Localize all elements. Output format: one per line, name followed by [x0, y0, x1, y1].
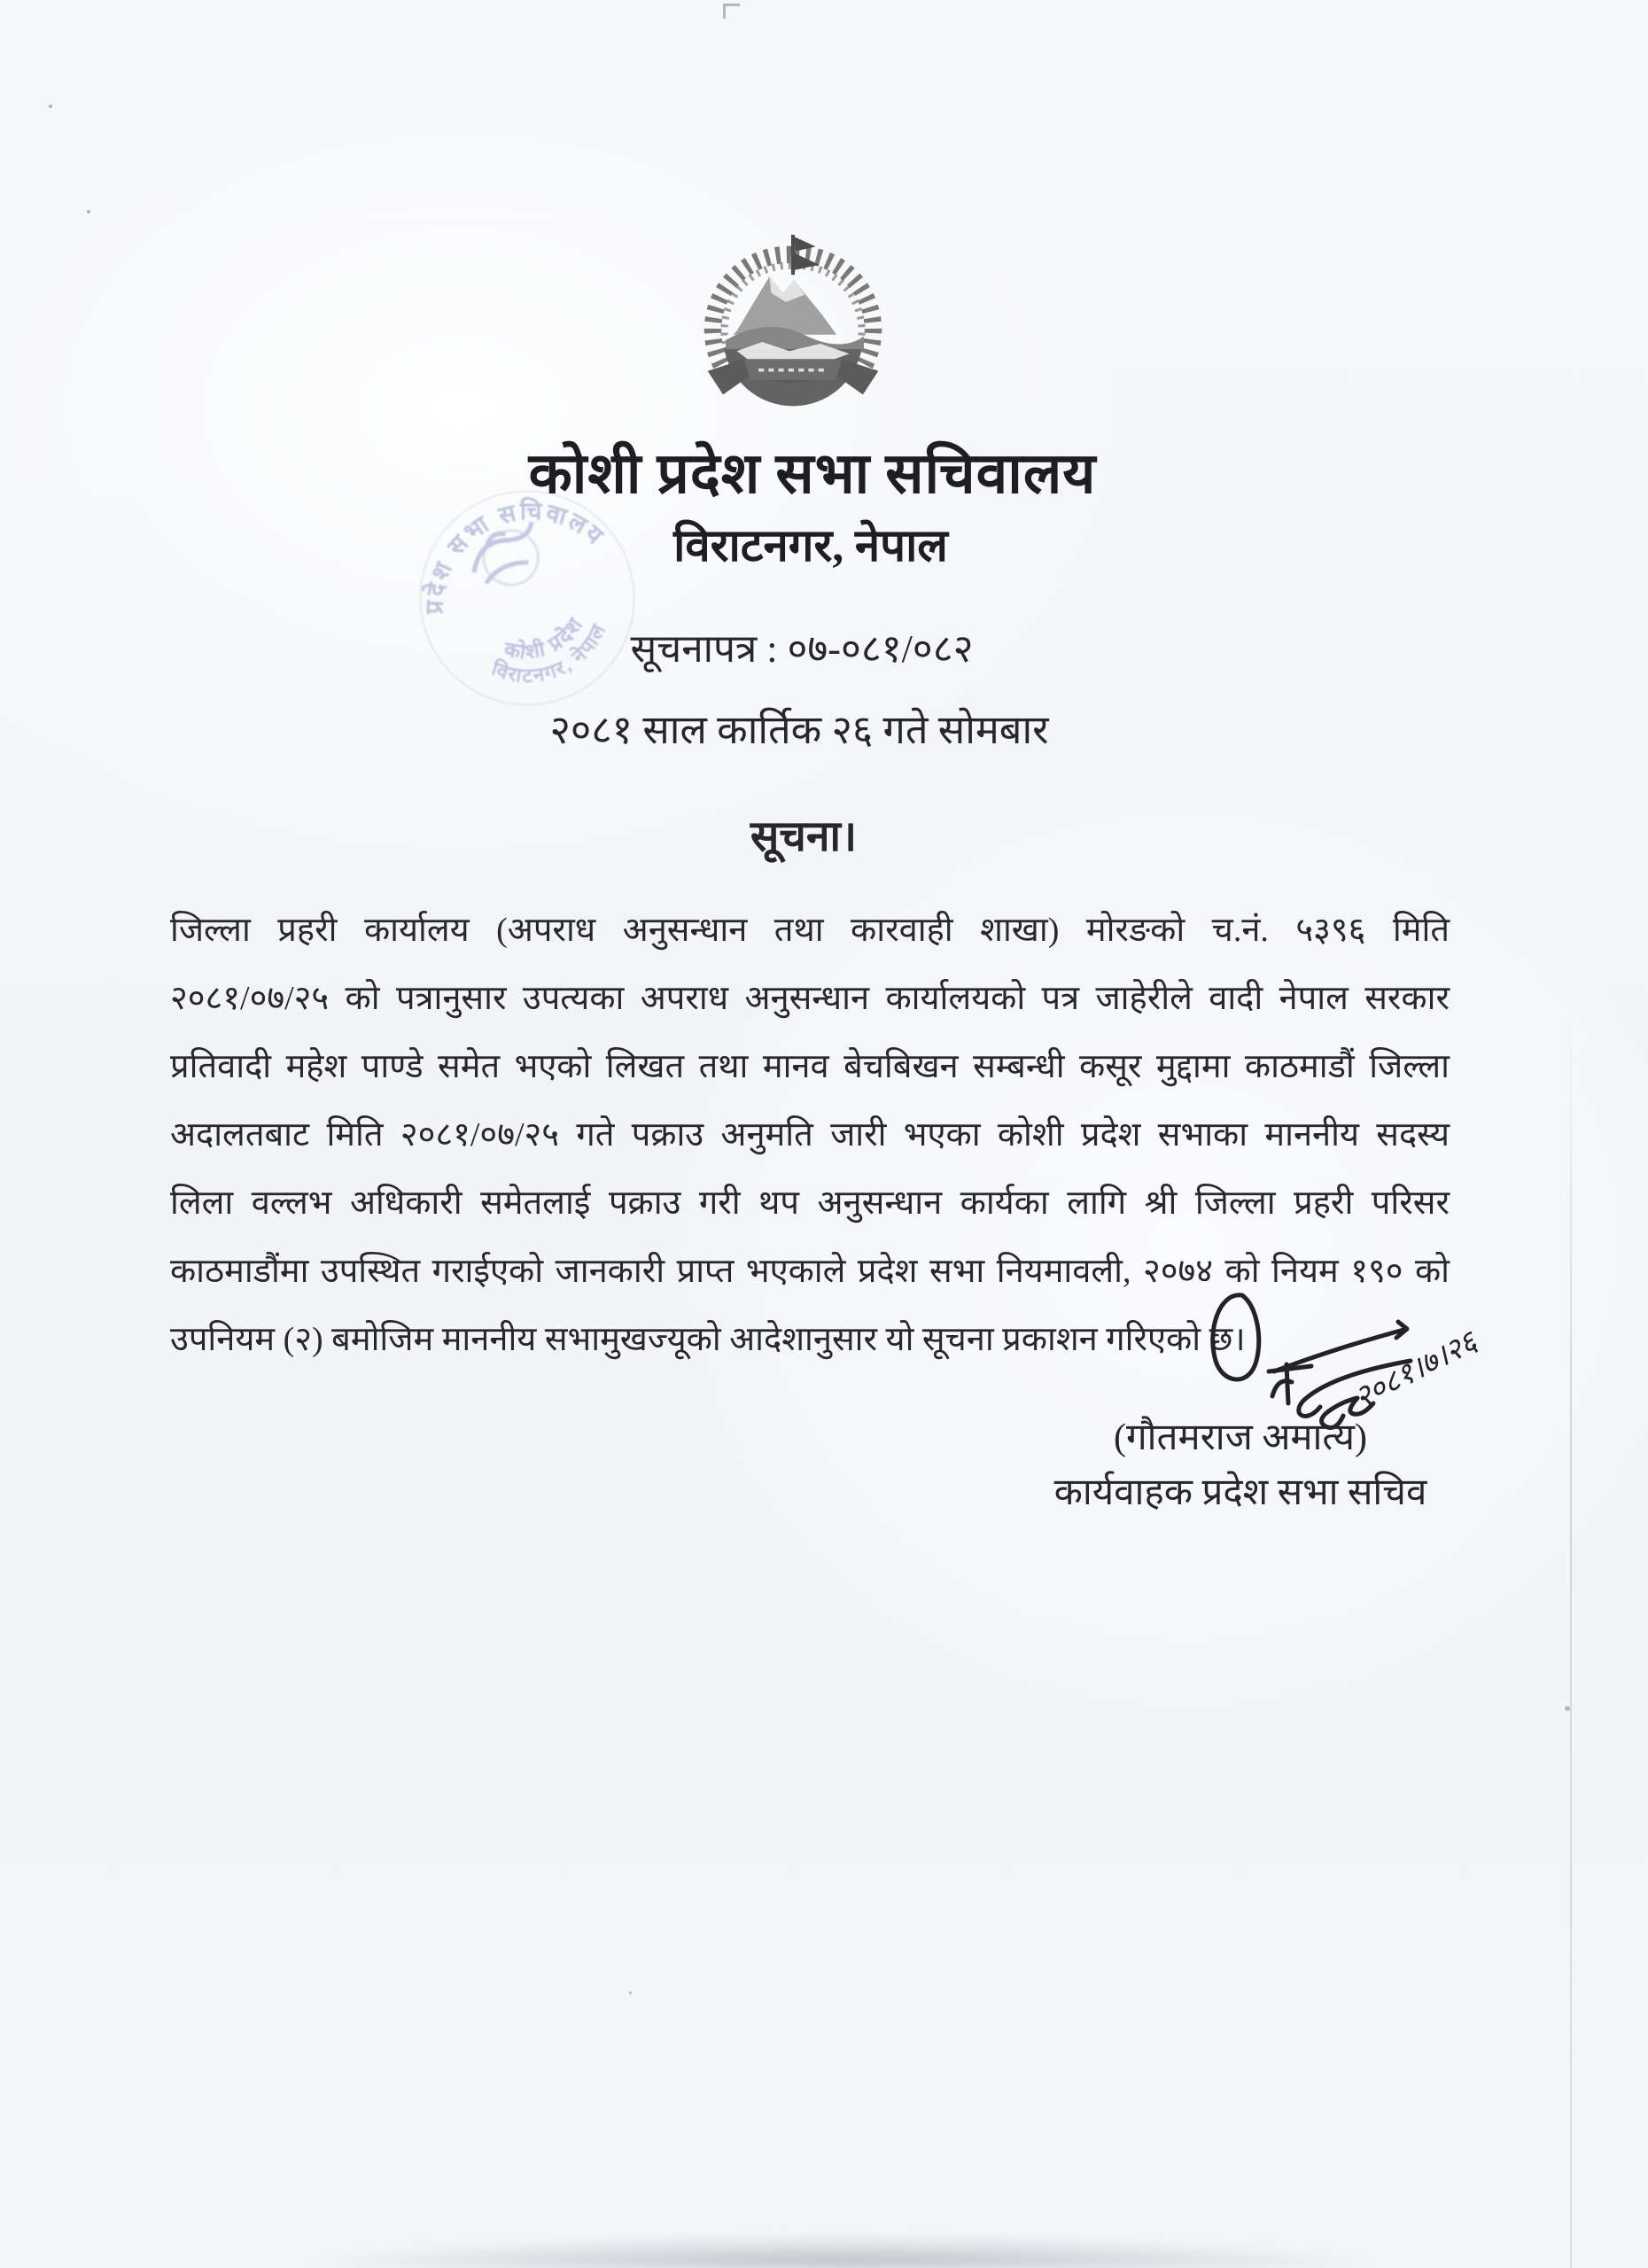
scan-artifact-mark	[723, 4, 740, 19]
notice-reference-number: सूचनापत्र : ०७-०८१/०८२	[630, 627, 974, 671]
notice-date: २०८१ साल कार्तिक २६ गते सोमबार	[549, 708, 1049, 752]
scanner-shadow	[292, 2234, 1391, 2268]
notice-body-line: अदालतबाट मिति २०८१/०७/२५ गते पक्राउ अनुमति जारी भएका कोशी प्रदेश सभाका माननीय सदस्य	[170, 1116, 1450, 1153]
notice-body-line: उपनियम (२) बमोजिम माननीय सभामुखज्यूको आदेशानुसार यो सूचना प्रकाशन गरिएको छ।	[170, 1321, 1246, 1358]
notice-body-line: २०८१/०७/२५ को पत्रानुसार उपत्यका अपराध अनुसन्धान कार्यालयको पत्र जाहेरीले वादी नेपाल सरकार	[170, 980, 1450, 1017]
scan-speck	[629, 1992, 632, 1994]
scan-speck	[87, 210, 90, 214]
notice-body-line: काठमाडौंमा उपस्थित गराईएको जानकारी प्राप्त भएकाले प्रदेश सभा नियमावली, २०७४ को नियम १९० को	[170, 1253, 1450, 1290]
scan-speck	[1565, 1706, 1570, 1711]
stamp-arc-bottom-text: विराटनगर, नेपाल	[488, 619, 610, 687]
signatory-designation: कार्यवाहक प्रदेश सभा सचिव	[1053, 1472, 1427, 1513]
handwritten-date: २०८१।७।२६	[1349, 1325, 1482, 1416]
signatory-name: (गौतमराज अमात्य)	[1114, 1418, 1367, 1458]
org-name: कोशी प्रदेश सभा सचिवालय	[528, 442, 1097, 505]
scan-crease-line	[1570, 1019, 1572, 2268]
notice-body-line: जिल्ला प्रहरी कार्यालय (अपराध अनुसन्धान तथा कारवाही शाखा) मोरङको च.नं. ५३९६ मिति	[170, 912, 1450, 949]
stamp-arc-top-text: प्रदेश सभा सचिवालय	[420, 497, 611, 615]
stamp-arc-middle-text: कोशी प्रदेश	[502, 612, 589, 665]
notice-body-line: लिला वल्लभ अधिकारी समेतलाई पक्राउ गरी थप अनुसन्धान कार्यका लागि श्री जिल्ला प्रहरी परिसर	[170, 1184, 1450, 1222]
notice-heading: सूचना।	[750, 813, 858, 860]
signature-block	[1019, 1410, 1462, 1520]
org-location: विराटनगर, नेपाल	[673, 522, 948, 571]
notice-body-line: प्रतिवादी महेश पाण्डे समेत भएको लिखत तथा मानव बेचबिखन सम्बन्धी कसूर मुद्दामा काठमाडौं जिल्ला	[170, 1048, 1450, 1085]
scan-speck	[49, 105, 52, 108]
nepal-coat-of-arms-icon	[684, 232, 902, 420]
